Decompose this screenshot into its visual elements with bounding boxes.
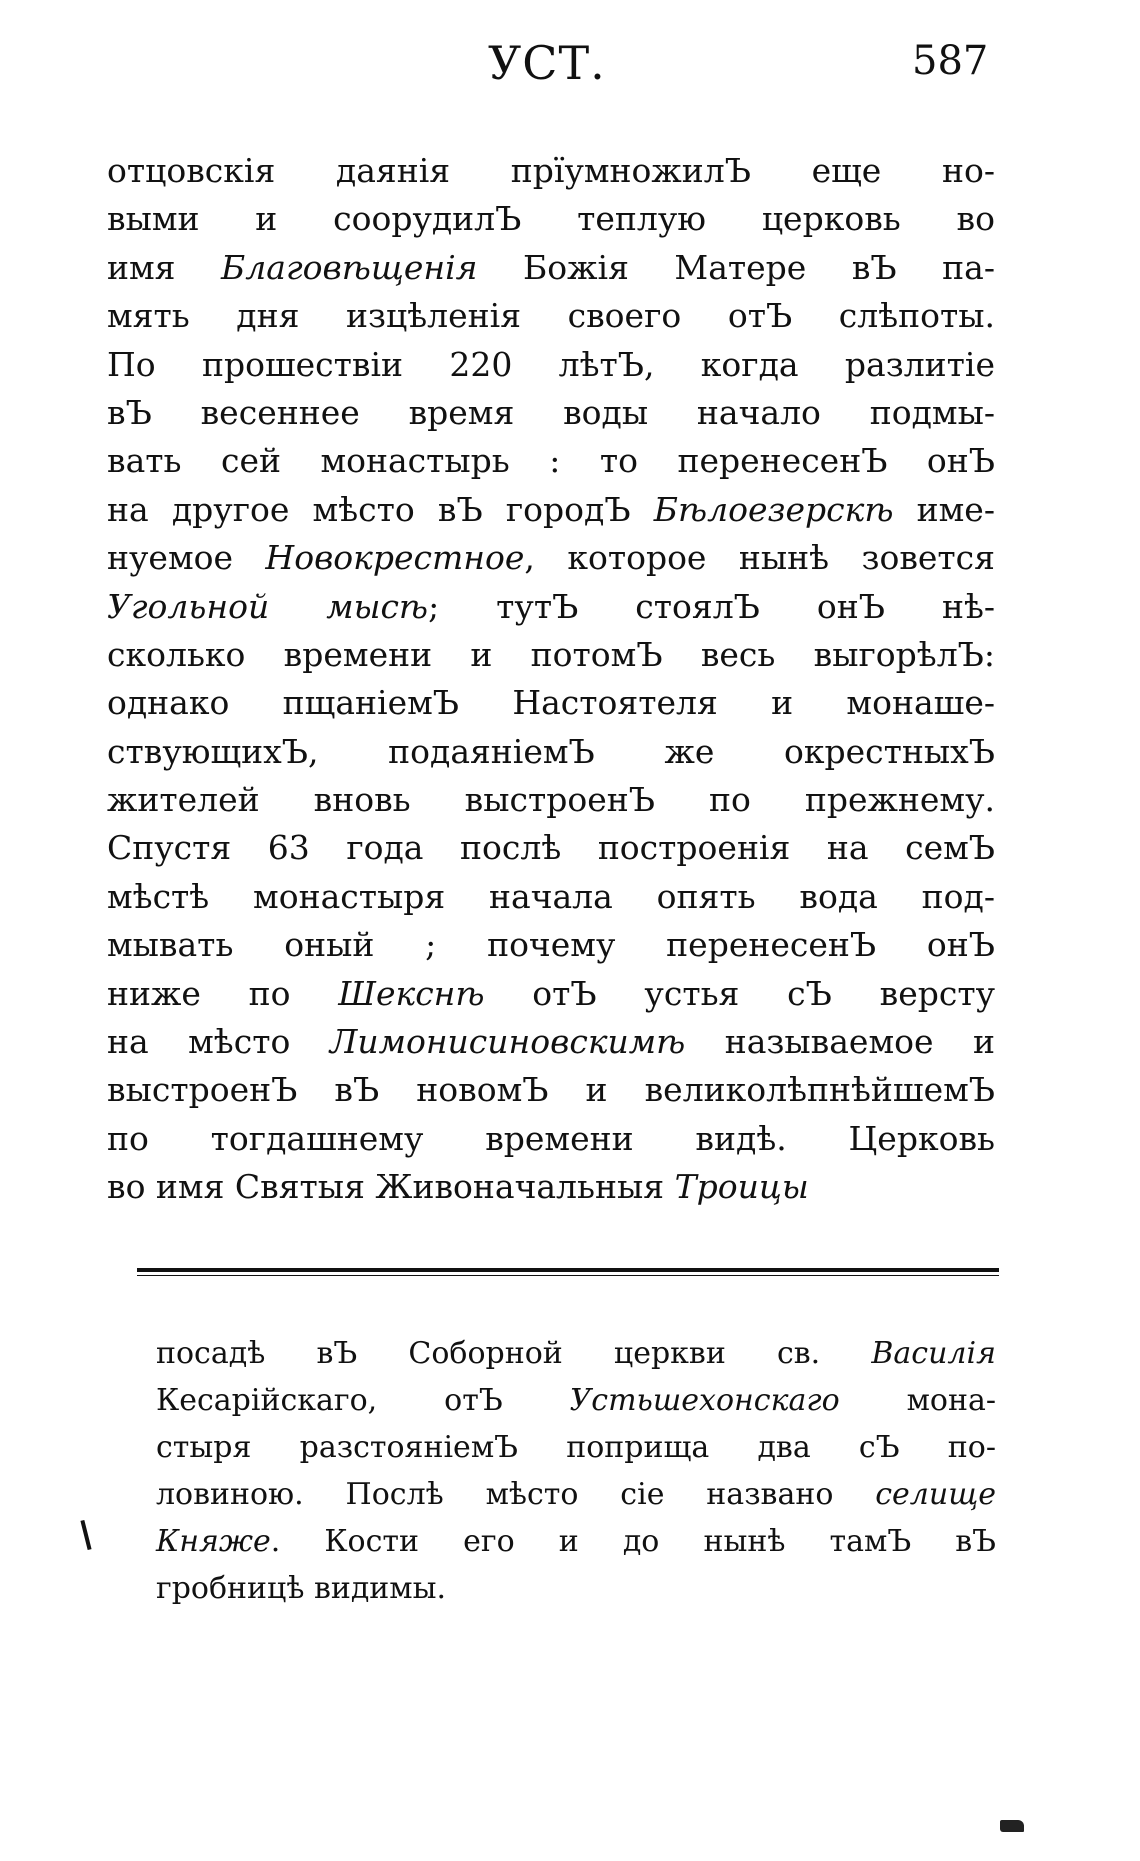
footnote-line (156, 1471, 996, 1518)
text-run: во имя Святыя Живоначальныя (107, 1167, 675, 1207)
body-line (107, 921, 995, 969)
body-line (107, 534, 995, 582)
italic-name: Благовѣщенія (221, 247, 478, 287)
body-line (107, 583, 995, 631)
body-line (107, 824, 995, 872)
footnote-line (156, 1330, 996, 1377)
text-run: гробницѣ видимы. (156, 1571, 447, 1606)
body-line (107, 728, 995, 776)
text-run: . Кости его и до нынѣ тамЪ вЪ (270, 1524, 996, 1559)
text-run: мять дня изцѣленія своего отЪ слѣпоты. (107, 296, 995, 336)
text-run: Божія Матере вЪ па- (477, 247, 995, 287)
margin-mark (80, 1520, 91, 1550)
body-line (107, 970, 995, 1018)
text-run: сколько времени и потомЪ весь выгорѣлЪ: (107, 634, 995, 674)
body-line (107, 873, 995, 921)
text-run: Кесарійскаго, отЪ (156, 1383, 570, 1418)
text-run: , которое нынѣ зовется (524, 538, 995, 578)
ink-smudge (1000, 1820, 1024, 1832)
main-text-block (107, 147, 995, 1212)
italic-name: Лимонисиновскимѣ (329, 1022, 686, 1062)
running-head: УСТ. (488, 36, 606, 90)
text-run: имя (107, 247, 222, 287)
body-line (107, 1066, 995, 1114)
text-run: ниже по (107, 973, 339, 1013)
italic-name: селище (875, 1477, 996, 1512)
body-line (107, 147, 995, 195)
text-run: жителей вновь выстроенЪ по прежнему. (107, 780, 995, 820)
text-run: нуемое (107, 538, 266, 578)
body-line (107, 631, 995, 679)
body-line (107, 1163, 995, 1211)
text-run: вать сей монастырь : то перенесенЪ онЪ (107, 441, 995, 481)
body-line (107, 1115, 995, 1163)
body-line (107, 1018, 995, 1066)
footnote-line (156, 1377, 996, 1424)
text-run: отцовскія даянія прїумножилЪ еще но- (107, 151, 995, 190)
body-line (107, 244, 995, 292)
footnote-block (156, 1330, 996, 1612)
footnote-line (156, 1565, 996, 1612)
text-run: ствующихЪ, подаяніемЪ же окрестныхЪ (107, 731, 995, 771)
text-run: ; тутЪ стоялЪ онЪ нѣ- (428, 586, 996, 626)
italic-name: Новокрестное (265, 538, 525, 578)
text-run: выстроенЪ вЪ новомЪ и великолѣпнѣйшемЪ (107, 1070, 995, 1110)
body-line (107, 341, 995, 389)
text-run: называемое и (685, 1022, 995, 1062)
text-run: стыря разстояніемЪ поприща два сЪ по- (156, 1430, 996, 1465)
text-run: выми и соорудилЪ теплую церковь во (107, 199, 995, 239)
body-line (107, 195, 995, 243)
body-line (107, 776, 995, 824)
text-run: отЪ устья сЪ версту (484, 973, 996, 1013)
italic-name: Троицы (674, 1167, 809, 1207)
text-run: на другое мѣсто вЪ городЪ (107, 489, 654, 529)
footnote-line (156, 1424, 996, 1471)
italic-name: Бѣлоезерскѣ (653, 489, 894, 529)
body-line (107, 486, 995, 534)
italic-name: Княже (156, 1524, 271, 1559)
page-number: 587 (912, 38, 989, 84)
body-line (107, 679, 995, 727)
page-header (0, 36, 1140, 96)
body-line (107, 437, 995, 485)
text-run: мывать оный ; почему перенесенЪ онЪ (107, 925, 995, 965)
body-line (107, 292, 995, 340)
text-run: однако пщаніемЪ Настоятеля и монаше- (107, 683, 995, 723)
text-run: По прошествіи 220 лѣтЪ, когда разлитіе (107, 344, 995, 384)
body-line (107, 389, 995, 437)
text-run: вЪ весеннее время воды начало подмы- (107, 392, 995, 432)
italic-name: Шекснѣ (338, 973, 485, 1013)
text-run: посадѣ вЪ Соборной церкви св. (156, 1336, 872, 1371)
text-run: Спустя 63 года послѣ построенія на семЪ (107, 828, 995, 868)
footnote-separator-rule (137, 1268, 999, 1276)
text-run: по тогдашнему времени видѣ. Церковь (107, 1118, 995, 1158)
footnote-line (156, 1518, 996, 1565)
text-run: ловиною. Послѣ мѣсто сіе названо (156, 1477, 876, 1512)
text-run: на мѣсто (107, 1022, 330, 1062)
italic-name: Василія (871, 1336, 996, 1371)
text-run: мона- (839, 1383, 996, 1418)
text-run: име- (893, 489, 995, 529)
text-run: мѣстѣ монастыря начала опять вода под- (107, 876, 995, 916)
italic-name: Угольной мысѣ (107, 586, 429, 626)
italic-name: Устьшехонскаго (569, 1383, 840, 1418)
